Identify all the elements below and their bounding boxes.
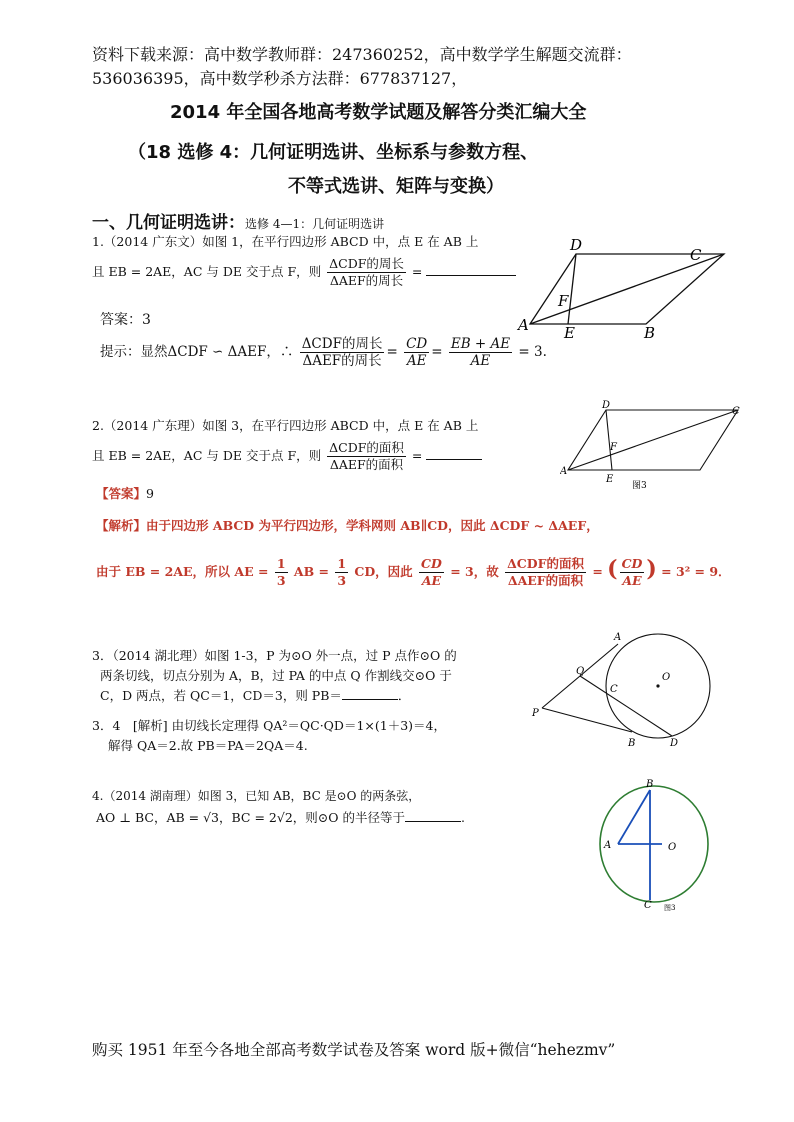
figure-2-parallelogram <box>560 398 750 490</box>
q2-frac-num: ΔCDF的面积 <box>329 440 404 455</box>
q2-fraction <box>327 440 406 473</box>
q3-answer-2: 解得 QA＝2.故 PB＝PA＝2QA＝4. <box>108 738 308 753</box>
footer-ad: 购买 1951 年至今各地全部高考数学试卷及答案 word 版+微信“hehezmv” <box>92 1041 616 1059</box>
q2-l3-mid-4: = <box>592 564 603 579</box>
q2-l3-f4-num: ΔCDF的面积 <box>507 556 584 571</box>
q1-hint-end: = 3. <box>518 344 547 360</box>
f2-label-e: E <box>606 474 614 485</box>
q4-line-2-text: AO ⊥ BC，AB = √3，BC = 2√2，则⊙O 的半径等于 <box>96 810 405 825</box>
f4-label-a: A <box>604 840 612 851</box>
q2-l3-f5-num: CD <box>621 556 643 571</box>
f1-label-b: B <box>644 324 656 342</box>
q2-answer-label: 【答案】 <box>96 486 147 501</box>
q2-l3-mid-3: = 3，故 <box>450 564 499 579</box>
q1-hint-frac-1 <box>300 336 385 369</box>
q3-answer-blank <box>342 687 398 700</box>
q1-equals: = <box>411 264 423 279</box>
q2-l3-frac-4 <box>505 556 586 589</box>
f3-label-b: B <box>628 738 636 749</box>
f2-label-d: D <box>602 400 611 411</box>
page-subtitle-1: （18 选修 4：几何证明选讲、坐标系与参数方程、 <box>128 142 539 163</box>
f2-caption: 图3 <box>632 481 647 490</box>
q1-hint: 提示：显然ΔCDF ∽ ΔAEF，∴ $\frac{\text{ΔCDF的周长}}{\text{ΔAEF的周长}}$ = $\frac{CD}{AE}$ = $\frac{EB + AE}{AE}$ = 3. <box>100 336 547 369</box>
f1-label-c: C <box>690 246 702 264</box>
q3-line-3 <box>100 686 410 706</box>
f3-label-c: C <box>610 684 618 695</box>
q2-l3-f2-num: 1 <box>337 556 347 571</box>
q2-analysis-text: 由于四边形 ABCD 为平行四边形，学科网则 AB∥CD，因此 ΔCDF ~ ΔAEF， <box>146 518 599 533</box>
q1-hint-f1-den: ΔAEF的周长 <box>302 353 382 369</box>
q1-fraction <box>327 256 406 289</box>
section-note: 选修 4—1：几何证明选讲 <box>245 217 385 231</box>
q3-line-3-text: C，D 两点，若 QC＝1，CD＝3，则 PB＝ <box>100 688 342 703</box>
q2-analysis-label: 【解析】 <box>96 518 147 533</box>
q3-line-3-end: ． <box>397 688 411 703</box>
q2-equals: = <box>411 448 423 463</box>
q1-answer: 答案：3 <box>100 312 151 328</box>
q2-l3-mid-1: AB = <box>293 564 329 579</box>
q2-l3-f2-den: 3 <box>337 573 347 588</box>
q2-text: 且 EB = 2AE，AC 与 DE 交于点 F，则 <box>92 448 322 463</box>
f3-label-a: A <box>614 632 622 643</box>
page-subtitle-2: 不等式选讲、矩阵与变换） <box>288 176 504 197</box>
f2-label-c: C <box>732 406 740 417</box>
source-line-2: 536036395，高中数学秒杀方法群：677837127， <box>92 69 468 88</box>
section-heading-text: 一、几何证明选讲： <box>92 213 245 233</box>
figure-1-parallelogram <box>512 236 742 344</box>
f3-label-o: O <box>662 672 671 683</box>
f1-label-a: A <box>518 316 529 334</box>
q1-hint-text: 提示：显然ΔCDF ∽ ΔAEF，∴ <box>100 344 294 360</box>
q1-hint-f2-num: CD <box>406 336 428 352</box>
q2-l3-mid-2: CD，因此 <box>354 564 413 579</box>
q3-line-2: 两条切线，切点分别为 A，B，过 PA 的中点 Q 作割线交⊙O 于 <box>100 668 452 683</box>
q1-frac-num: ΔCDF的周长 <box>329 256 404 271</box>
q2-l3-f3-den: AE <box>421 573 442 588</box>
q2-frac-den: ΔAEF的面积 <box>329 457 404 472</box>
q2-l3-frac-5 <box>620 556 645 589</box>
q2-l3-frac-2 <box>335 556 348 589</box>
q2-analysis <box>96 516 599 536</box>
f3-label-d: D <box>670 738 679 749</box>
q2-l3-f4-den: ΔAEF的面积 <box>507 573 584 588</box>
q1-frac-den: ΔAEF的周长 <box>329 273 404 288</box>
q3-line-1: 3．（2014 湖北理）如图 1-3，P 为⊙O 外一点，过 P 点作⊙O 的 <box>92 648 457 663</box>
q1-hint-f3-den: AE <box>470 353 491 369</box>
f2-label-a: A <box>560 466 568 477</box>
q2-answer <box>96 484 154 504</box>
q4-line-2 <box>96 808 465 828</box>
q2-l3-text: 由于 EB = 2AE，所以 AE = <box>96 564 269 579</box>
q2-l3-frac-1 <box>275 556 288 589</box>
q2-l3-f1-num: 1 <box>276 556 286 571</box>
q2-l3-end: = 3² = 9． <box>661 564 731 579</box>
q2-l3-frac-3 <box>419 556 444 589</box>
f1-label-d: D <box>570 236 583 254</box>
q4-line-2-end: . <box>460 810 465 825</box>
q2-line-2 <box>92 440 482 473</box>
q1-answer-blank <box>426 263 516 276</box>
q2-line-1: 2.（2014 广东理）如图 3，在平行四边形 ABCD 中，点 E 在 AB 上 <box>92 418 479 433</box>
f1-label-e: E <box>564 324 575 342</box>
q4-line-1: 4.（2014 湖南理）如图 3，已知 AB，BC 是⊙O 的两条弦， <box>92 789 421 803</box>
f4-caption: 图3 <box>664 904 676 912</box>
q1-text: 且 EB = 2AE，AC 与 DE 交于点 F，则 <box>92 264 322 279</box>
f4-label-b: B <box>646 779 654 790</box>
figure-4-circle-chords <box>596 778 716 914</box>
q2-l3-f3-num: CD <box>421 556 442 571</box>
f3-label-q: Q <box>576 666 585 677</box>
q2-analysis-line-2: 由于 EB = 2AE，所以 AE = $\frac{1}{3}$ AB = $\frac{1}{3}$ CD，因此 $\frac{CD}{AE}$ = 3，故 $\frac{\text{ΔCDF的面积}}{\text{ΔAEF的面积}}$ = ( $\frac{CD}{AE}$ ) = 3² = 9． <box>96 556 731 588</box>
q1-hint-frac-3 <box>449 336 512 369</box>
page-title: 2014 年全国各地高考数学试题及解答分类汇编大全 <box>170 102 587 123</box>
q2-l3-f1-den: 3 <box>276 573 286 588</box>
source-line-1: 资料下载来源：高中数学教师群：247360252，高中数学学生解题交流群： <box>92 45 632 64</box>
section-heading <box>92 208 384 233</box>
q2-answer-value: 9 <box>146 486 154 501</box>
q2-l3-f5-den: AE <box>622 573 642 588</box>
f4-label-c: C <box>644 900 652 911</box>
q1-line-2 <box>92 256 516 289</box>
q1-hint-f2-den: AE <box>406 353 427 369</box>
q1-hint-f3-num: EB + AE <box>450 336 511 352</box>
q1-hint-f1-num: ΔCDF的周长 <box>301 336 383 352</box>
q4-answer-blank <box>405 809 461 822</box>
q2-answer-blank <box>426 447 482 460</box>
figure-3-circle-tangents <box>528 630 728 750</box>
f3-label-p: P <box>532 708 539 719</box>
f4-label-o: O <box>668 842 677 853</box>
q3-answer-1: 3．4 [解析] 由切线长定理得 QA²＝QC·QD＝1×(1＋3)＝4， <box>92 718 446 733</box>
q1-line-1: 1.（2014 广东文）如图 1，在平行四边形 ABCD 中，点 E 在 AB 上 <box>92 234 479 249</box>
f2-label-f: F <box>610 442 617 453</box>
f1-label-f: F <box>558 292 569 310</box>
q1-hint-frac-2 <box>404 336 429 369</box>
